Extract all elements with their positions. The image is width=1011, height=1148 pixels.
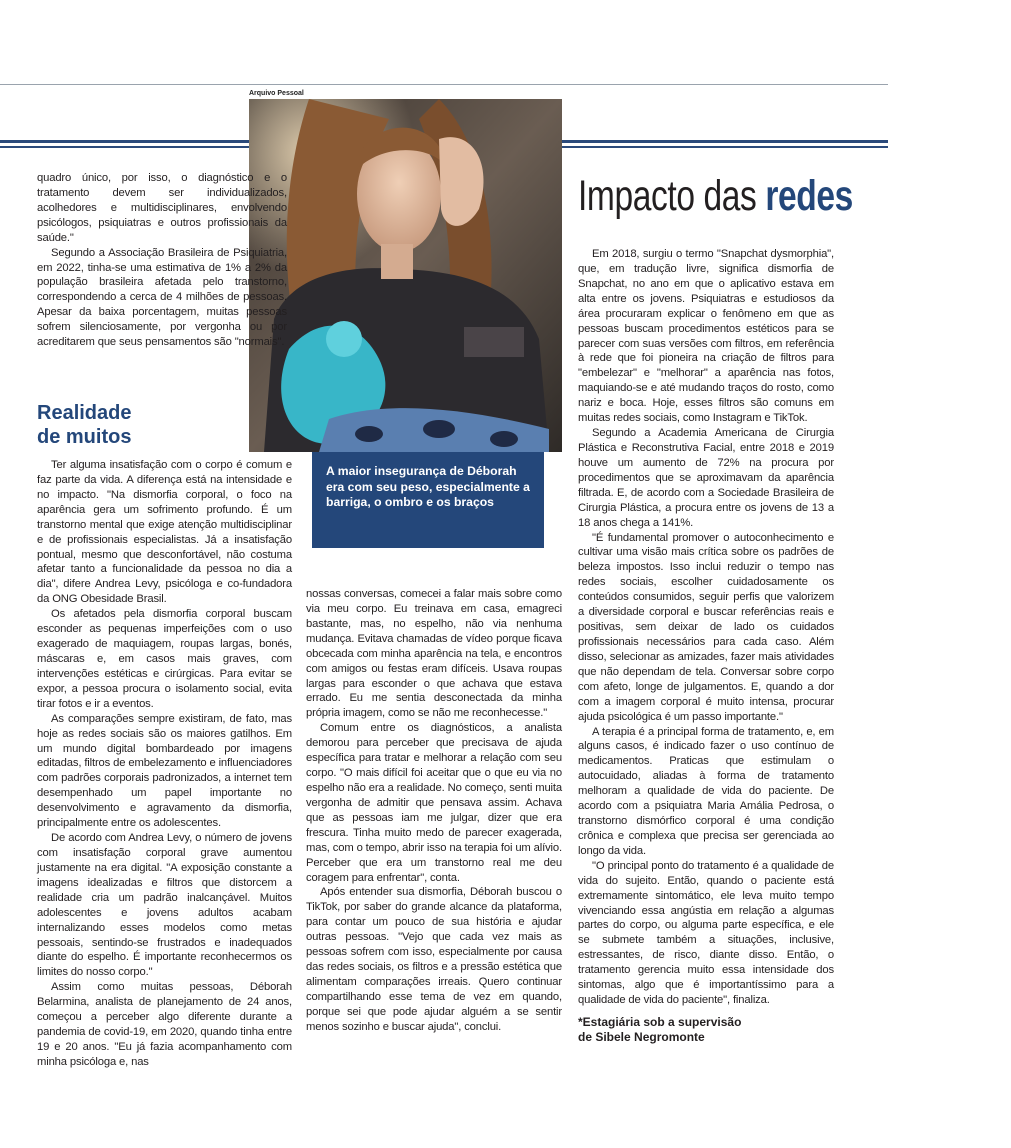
subheading-line: Realidade [37,402,132,424]
photo-caption [312,452,544,548]
article-title [578,172,853,220]
caption-text: A maior insegurança de Déborah era com seu peso, especialmente a barriga, o ombro e os braços [326,464,530,509]
column-3 [578,247,834,1008]
byline [578,1015,778,1045]
top-rule [0,84,888,85]
paragraph: Em 2018, surgiu o termo "Snapchat dysmorphia", que, em tradução livre, significa dismorfia de Snapchat, no ano em que o aplicativo estava em alta entre os jovens. Psiquiatras e estudiosos da área procuraram explicar o fenômeno em que as pessoas buscam procedimentos estéticos para se parecer com suas versões com filtros, em referência à rede que foi pioneira na criação de filtros para "embelezar" e "melhorar" a aparência nas fotos, maquiando-se e até mudando traços do rosto, como nariz e boca. Hoje, esses filtros são comuns em muitas redes sociais, como Instagram e TikTok. [578,248,834,425]
byline-line: *Estagiária sob a supervisão [578,1015,742,1029]
paragraph: Após entender sua dismorfia, Déborah buscou o TikTok, por saber do grande alcance da plataforma, para contar um pouco de sua história e ajudar outras pessoas. "Vejo que cada vez mais as pessoas sofrem com isso, especialmente por causa das redes sociais, os filtros e a pressão estética que alimentam comparações irreais. Quero continuar compartilhando esse tema de vez em quando, porque sei que pode ajudar alguém a se sentir menos sozinho e buscar ajuda", conclui. [306,886,562,1033]
paragraph: nossas conversas, comecei a falar mais sobre como via meu corpo. Eu treinava em casa, emagreci bastante, mas, no espelho, não via nenhuma mudança. Evitava chamadas de vídeo porque ficava obcecada com minha aparência na tela, e encontros com amigos ou festas eram difíceis. Usava roupas largas para esconder o que achava que estava errado. Eu me sentia desconectada da minha própria imagem, como se não me reconhecesse." [306,588,562,720]
photo-deborah [249,99,562,452]
paragraph: quadro único, por isso, o diagnóstico e o tratamento devem ser individualizados, acolhedores e multidisciplinares, envolvendo psicólogos, psiquiatras e outros profissionais da saúde." [37,172,287,244]
photo-illustration [249,99,562,452]
column-2 [306,587,562,1035]
paragraph: Ter alguma insatisfação com o corpo é comum e faz parte da vida. A diferença está na intensidade e no impacto. "Na dismorfia corporal, o foco na aparência gera um sofrimento profundo. É um transtorno mental que exige atenção multidisciplinar e de profissionais especialistas. Já a insatisfação pontual, mesmo que desconfortável, não costuma afetar tanto a funcionalidade da pessoa no dia a dia", difere Andrea Levy, psicóloga e co-fundadora da ONG Obesidade Brasil. [37,459,292,606]
paragraph: Os afetados pela dismorfia corporal buscam esconder as pequenas imperfeições com o uso exagerado de maquiagem, roupas largas, bonés, máscaras e, em casos mais graves, com intervenções estéticas e cirúrgicas. Para evitar se expor, a pessoa procura o isolamento social, evita tirar fotos e ir a eventos. [37,608,292,710]
paragraph: Segundo a Associação Brasileira de Psiquiatria, em 2022, tinha-se uma estimativa de 1% a 2% da população brasileira afetada pelo transtorno, correspondendo a cerca de 4 milhões de pessoas. Apesar da baixa porcentagem, muitas pessoas sofrem silenciosamente, por vergonha ou por acreditarem que seus pensamentos são "normais". [37,246,287,349]
paragraph: A terapia é a principal forma de tratamento, e, em alguns casos, é indicado fazer o uso contínuo de medicamentos. Praticas que estimulam o autocuidado, aliadas à forma de tratamento melhoram a qualidade de vida do paciente. De acordo com a psiquiatra Maria Amália Pedrosa, o transtorno dismórfico corporal é uma condição crônica e complexa que precisa ser gerenciada ao longo da vida. [578,725,834,857]
paragraph: "O principal ponto do tratamento é a qualidade de vida do sujeito. Então, quando o paciente está extremamente sintomático, ele leva muito tempo vivenciando essa angústia em relação a algumas partes do corpo, ou alguma parte específica, e ele se submete também a situações, inclusive, estressantes, de risco, diante disso. Então, o tratamento gerencia muito essa intensidade dos sintomas, algo que é importantíssimo para a qualidade de vida do paciente", finaliza. [578,859,834,1007]
paragraph: Assim como muitas pessoas, Déborah Belarmina, analista de planejamento de 24 anos, começou a perceber algo diferente durante a pandemia de covid-19, em 2020, quando tinha entre 19 e 20 anos. "Eu já fazia acompanhamento com minha psicóloga e, nas [37,981,292,1068]
byline-line: de Sibele Negromonte [578,1030,705,1044]
paragraph: Comum entre os diagnósticos, a analista demorou para perceber que precisava de ajuda específica para tratar e melhorar a relação com seu corpo. "O mais difícil foi aceitar que o que eu via no espelho não era a realidade. No começo, senti muita vergonha de admitir que pensava assim. Achava que as pessoas iam me julgar, dizer que era frescura. Tinha muito medo de parecer exagerada, mas, com o tempo, abrir isso na terapia foi um alívio. Perceber que era um transtorno real me deu coragem para enfrentar", conta. [306,722,562,884]
paragraph: De acordo com Andrea Levy, o número de jovens com insatisfação corporal grave aumentou justamente na era digital. "A exposição constante a imagens idealizadas e filtros que distorcem a realidade cria um padrão inalcançável. Muitos adolescentes e jovens adultos acabam internalizando esses modelos como metas pessoais, sentindo-se frustrados e inadequados diante do espelho. É importante reconhecermos os limites do nosso corpo." [37,832,292,979]
title-part: Impacto das [578,172,757,220]
paragraph: As comparações sempre existiram, de fato, mas hoje as redes sociais são os maiores gatilhos. Em um mundo digital bombardeado por imagens editadas, filtros de embelezamento e influenciadores com padrões corporais padronizados, a internet tem desempenhado um papel importante no desenvolvimento e agravamento da dismorfia, principalmente entre os adolescentes. [37,712,292,830]
paragraph: Segundo a Academia Americana de Cirurgia Plástica e Reconstrutiva Facial, entre 2018 e 2019 houve um aumento de 72% na procura por procedimentos que se aproximavam da aparência filtrada. E, de acordo com a Sociedade Brasileira de Cirurgia Plástica, a procura entre os jovens de 13 a 18 anos chega a 141%. [578,427,834,529]
subheading-realidade [37,401,197,449]
column-1-top [37,171,287,350]
subheading-line: de muitos [37,426,132,448]
column-1-bottom [37,458,292,1070]
photo-credit: Arquivo Pessoal [249,90,304,97]
title-highlight: redes [765,172,853,220]
paragraph: "É fundamental promover o autoconhecimento e cultivar uma visão mais crítica sobre os padrões de beleza impostos. Isso inclui reduzir o tempo nas redes sociais, escolher cuidadosamente os conteúdos consumidos, seguir perfis que valorizem a diversidade corporal e buscar referências reais e positivas, sem deixar de lado os cuidados profissionais necessários para cada caso. Além disso, selecionar as amizades, fazer mais atividades que não dependam de tela. Conversar sobre corpo com afeto, longe de julgamentos. E, quando a dor com a imagem corporal é muito intensa, procurar ajuda psicológica é um passo importante." [578,531,834,723]
